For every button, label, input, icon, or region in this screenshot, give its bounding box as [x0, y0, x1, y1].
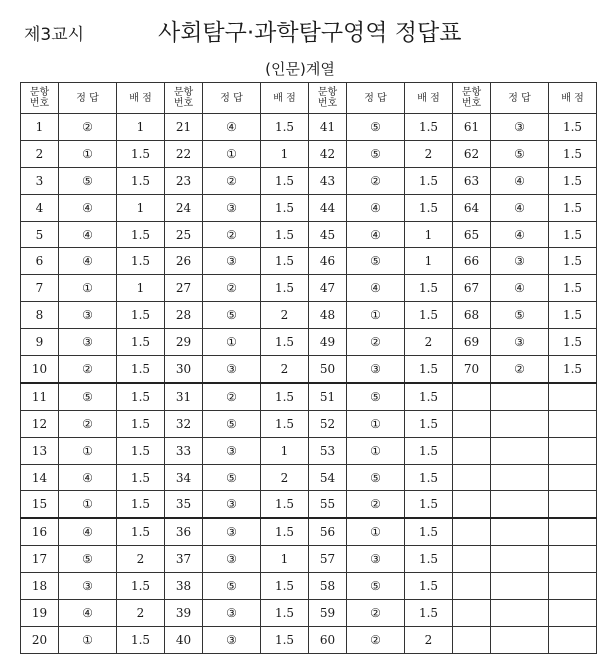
- points-cell: 1.5: [405, 518, 453, 545]
- points-cell: 1.5: [261, 248, 309, 275]
- column-header-points: 배 점: [261, 83, 309, 114]
- question-number: [453, 464, 491, 491]
- column-header-number-line1: 문항: [173, 87, 194, 98]
- points-cell: 1.5: [549, 356, 597, 383]
- table-row: [21, 518, 597, 545]
- points-cell: 1.5: [549, 140, 597, 167]
- table-row: [21, 573, 597, 600]
- answer-cell: ④: [59, 518, 117, 545]
- question-number: 46: [309, 248, 347, 275]
- question-number: 31: [165, 383, 203, 410]
- answer-cell: ④: [59, 194, 117, 221]
- answer-cell: ②: [203, 383, 261, 410]
- answer-cell: ③: [491, 329, 549, 356]
- question-number: 7: [21, 275, 59, 302]
- points-cell: 1.5: [261, 114, 309, 141]
- answer-cell: ③: [203, 626, 261, 653]
- question-number: 10: [21, 356, 59, 383]
- answer-cell: ②: [203, 275, 261, 302]
- question-number: 65: [453, 221, 491, 248]
- column-header-answer: 정 답: [347, 83, 405, 114]
- question-number: 36: [165, 518, 203, 545]
- points-cell: 1.5: [549, 167, 597, 194]
- answer-cell: ⑤: [203, 302, 261, 329]
- question-number: 49: [309, 329, 347, 356]
- table-row: [21, 167, 597, 194]
- question-number: 13: [21, 437, 59, 464]
- answer-cell: ③: [59, 302, 117, 329]
- points-cell: 1.5: [117, 221, 165, 248]
- column-header-answer: 정 답: [491, 83, 549, 114]
- column-header-answer: 정 답: [59, 83, 117, 114]
- answer-cell: ③: [203, 491, 261, 518]
- question-number: [453, 491, 491, 518]
- points-cell: 1.5: [117, 248, 165, 275]
- question-number: 55: [309, 491, 347, 518]
- table-row: [21, 140, 597, 167]
- points-cell: [549, 491, 597, 518]
- table-body: [21, 114, 597, 654]
- question-number: 44: [309, 194, 347, 221]
- answer-cell: ④: [59, 248, 117, 275]
- answer-cell: ④: [491, 275, 549, 302]
- table-row: [21, 194, 597, 221]
- points-cell: 1.5: [117, 464, 165, 491]
- column-header-number-line2: 번호: [317, 98, 338, 109]
- answer-cell: ④: [203, 114, 261, 141]
- question-number: 68: [453, 302, 491, 329]
- answer-cell: ①: [59, 275, 117, 302]
- question-number: 70: [453, 356, 491, 383]
- answer-cell: [491, 600, 549, 627]
- table-row: [21, 329, 597, 356]
- points-cell: [549, 546, 597, 573]
- points-cell: [549, 410, 597, 437]
- answer-cell: ①: [347, 437, 405, 464]
- question-number: 14: [21, 464, 59, 491]
- column-header-answer: 정 답: [203, 83, 261, 114]
- points-cell: 1: [261, 140, 309, 167]
- table-row: [21, 600, 597, 627]
- question-number: 3: [21, 167, 59, 194]
- question-number: [453, 626, 491, 653]
- answer-cell: ②: [347, 167, 405, 194]
- question-number: 59: [309, 600, 347, 627]
- question-number: [453, 410, 491, 437]
- answer-cell: ③: [347, 546, 405, 573]
- points-cell: 2: [117, 546, 165, 573]
- table-row: [21, 546, 597, 573]
- points-cell: 1.5: [117, 356, 165, 383]
- points-cell: [549, 383, 597, 410]
- answer-cell: ⑤: [59, 383, 117, 410]
- points-cell: [549, 464, 597, 491]
- column-header-points: 배 점: [405, 83, 453, 114]
- question-number: 16: [21, 518, 59, 545]
- answer-cell: ③: [347, 356, 405, 383]
- answer-cell: ⑤: [347, 140, 405, 167]
- points-cell: 1.5: [261, 491, 309, 518]
- answer-cell: ②: [491, 356, 549, 383]
- question-number: 11: [21, 383, 59, 410]
- answer-cell: ③: [491, 114, 549, 141]
- points-cell: 1.5: [117, 383, 165, 410]
- question-number: 12: [21, 410, 59, 437]
- question-number: 61: [453, 114, 491, 141]
- question-number: 40: [165, 626, 203, 653]
- points-cell: 1: [117, 194, 165, 221]
- points-cell: 1.5: [117, 518, 165, 545]
- column-header-points: 배 점: [117, 83, 165, 114]
- table-row: [21, 491, 597, 518]
- points-cell: 1.5: [405, 410, 453, 437]
- question-number: 39: [165, 600, 203, 627]
- column-header-number: [21, 83, 59, 114]
- points-cell: 1.5: [261, 221, 309, 248]
- question-number: 24: [165, 194, 203, 221]
- table-row: [21, 437, 597, 464]
- table-row: [21, 464, 597, 491]
- points-cell: 1.5: [117, 140, 165, 167]
- question-number: 57: [309, 546, 347, 573]
- question-number: 22: [165, 140, 203, 167]
- points-cell: 1.5: [117, 302, 165, 329]
- question-number: 60: [309, 626, 347, 653]
- points-cell: 1.5: [405, 464, 453, 491]
- points-cell: 1.5: [261, 410, 309, 437]
- column-header-number: [453, 83, 491, 114]
- column-header-number: [309, 83, 347, 114]
- question-number: 34: [165, 464, 203, 491]
- answer-cell: ②: [347, 491, 405, 518]
- answer-cell: ②: [347, 329, 405, 356]
- points-cell: 1.5: [117, 573, 165, 600]
- points-cell: 2: [261, 302, 309, 329]
- column-header-number-line1: 문항: [317, 87, 338, 98]
- points-cell: 1.5: [549, 302, 597, 329]
- points-cell: 1.5: [405, 573, 453, 600]
- answer-cell: ②: [347, 600, 405, 627]
- answer-cell: ②: [347, 626, 405, 653]
- question-number: 32: [165, 410, 203, 437]
- question-number: 45: [309, 221, 347, 248]
- points-cell: 1.5: [261, 573, 309, 600]
- answer-cell: ③: [203, 356, 261, 383]
- answer-cell: ⑤: [59, 167, 117, 194]
- column-header-points: 배 점: [549, 83, 597, 114]
- answer-cell: ②: [59, 114, 117, 141]
- question-number: 27: [165, 275, 203, 302]
- points-cell: 1.5: [549, 248, 597, 275]
- answer-cell: ①: [347, 518, 405, 545]
- question-number: 23: [165, 167, 203, 194]
- answer-cell: ④: [347, 221, 405, 248]
- points-cell: 2: [117, 600, 165, 627]
- points-cell: 1.5: [549, 275, 597, 302]
- question-number: 41: [309, 114, 347, 141]
- points-cell: 1.5: [261, 275, 309, 302]
- question-number: [453, 383, 491, 410]
- points-cell: 1.5: [261, 194, 309, 221]
- points-cell: 1.5: [405, 167, 453, 194]
- answer-cell: ⑤: [203, 410, 261, 437]
- answer-cell: ⑤: [203, 573, 261, 600]
- question-number: 6: [21, 248, 59, 275]
- points-cell: 1.5: [117, 437, 165, 464]
- question-number: 19: [21, 600, 59, 627]
- question-number: 38: [165, 573, 203, 600]
- answer-table: [20, 82, 597, 654]
- question-number: 5: [21, 221, 59, 248]
- question-number: 63: [453, 167, 491, 194]
- question-number: [453, 600, 491, 627]
- answer-cell: ③: [203, 194, 261, 221]
- answer-cell: ①: [203, 140, 261, 167]
- points-cell: 1.5: [405, 194, 453, 221]
- answer-cell: ④: [347, 194, 405, 221]
- question-number: 51: [309, 383, 347, 410]
- points-cell: 1: [261, 546, 309, 573]
- table-row: [21, 275, 597, 302]
- question-number: 35: [165, 491, 203, 518]
- question-number: 18: [21, 573, 59, 600]
- answer-cell: ⑤: [347, 464, 405, 491]
- points-cell: [549, 437, 597, 464]
- points-cell: [549, 600, 597, 627]
- points-cell: 1.5: [261, 626, 309, 653]
- points-cell: 1.5: [405, 600, 453, 627]
- points-cell: 1.5: [549, 221, 597, 248]
- table-row: [21, 221, 597, 248]
- points-cell: 1: [117, 275, 165, 302]
- answer-cell: ⑤: [347, 383, 405, 410]
- question-number: [453, 437, 491, 464]
- answer-cell: [491, 546, 549, 573]
- question-number: 69: [453, 329, 491, 356]
- question-number: 25: [165, 221, 203, 248]
- points-cell: 1.5: [117, 167, 165, 194]
- answer-cell: ②: [59, 356, 117, 383]
- page-title: 사회탐구·과학탐구영역 정답표: [158, 20, 462, 46]
- question-number: 30: [165, 356, 203, 383]
- answer-cell: ③: [203, 518, 261, 545]
- question-number: 2: [21, 140, 59, 167]
- points-cell: 1.5: [117, 626, 165, 653]
- question-number: 48: [309, 302, 347, 329]
- answer-cell: ②: [203, 167, 261, 194]
- column-header-number-line1: 문항: [29, 87, 50, 98]
- question-number: 52: [309, 410, 347, 437]
- period-label: 제3교시: [24, 25, 85, 45]
- column-header-number-line1: 문항: [461, 87, 482, 98]
- answer-cell: ④: [491, 221, 549, 248]
- column-header-number-line2: 번호: [173, 98, 194, 109]
- question-number: 1: [21, 114, 59, 141]
- question-number: 47: [309, 275, 347, 302]
- answer-cell: ①: [59, 437, 117, 464]
- question-number: 66: [453, 248, 491, 275]
- answer-cell: [491, 518, 549, 545]
- answer-cell: ⑤: [347, 573, 405, 600]
- answer-cell: ④: [491, 194, 549, 221]
- points-cell: 1: [405, 248, 453, 275]
- points-cell: [549, 573, 597, 600]
- points-cell: 2: [405, 626, 453, 653]
- question-number: 50: [309, 356, 347, 383]
- question-number: 37: [165, 546, 203, 573]
- table-row: [21, 248, 597, 275]
- answer-cell: ⑤: [203, 464, 261, 491]
- points-cell: 2: [405, 140, 453, 167]
- question-number: 62: [453, 140, 491, 167]
- answer-cell: ①: [59, 140, 117, 167]
- answer-cell: ①: [59, 626, 117, 653]
- answer-cell: ④: [59, 464, 117, 491]
- points-cell: 2: [405, 329, 453, 356]
- answer-cell: ①: [59, 491, 117, 518]
- points-cell: 1.5: [405, 437, 453, 464]
- question-number: [453, 573, 491, 600]
- answer-cell: ⑤: [347, 114, 405, 141]
- points-cell: 1.5: [405, 356, 453, 383]
- points-cell: 1.5: [549, 114, 597, 141]
- question-number: [453, 546, 491, 573]
- points-cell: 2: [261, 356, 309, 383]
- points-cell: 1.5: [261, 167, 309, 194]
- points-cell: 1.5: [549, 194, 597, 221]
- points-cell: 1.5: [261, 383, 309, 410]
- points-cell: 1: [405, 221, 453, 248]
- points-cell: 1.5: [261, 329, 309, 356]
- answer-cell: ④: [347, 275, 405, 302]
- answer-cell: [491, 464, 549, 491]
- points-cell: 1.5: [549, 329, 597, 356]
- question-number: 58: [309, 573, 347, 600]
- points-cell: 1: [117, 114, 165, 141]
- answer-cell: ④: [491, 167, 549, 194]
- question-number: 15: [21, 491, 59, 518]
- answer-cell: ⑤: [59, 546, 117, 573]
- answer-cell: [491, 410, 549, 437]
- table-row: [21, 410, 597, 437]
- answer-cell: ①: [347, 302, 405, 329]
- question-number: 8: [21, 302, 59, 329]
- points-cell: 2: [261, 464, 309, 491]
- answer-cell: [491, 573, 549, 600]
- table-header-row: [21, 83, 597, 114]
- points-cell: [549, 626, 597, 653]
- points-cell: 1.5: [405, 546, 453, 573]
- table-row: [21, 626, 597, 653]
- answer-cell: ③: [59, 573, 117, 600]
- points-cell: 1.5: [405, 275, 453, 302]
- points-cell: 1.5: [117, 329, 165, 356]
- answer-cell: ④: [59, 221, 117, 248]
- question-number: 28: [165, 302, 203, 329]
- answer-cell: [491, 437, 549, 464]
- question-number: 4: [21, 194, 59, 221]
- question-number: 26: [165, 248, 203, 275]
- points-cell: 1.5: [405, 114, 453, 141]
- question-number: 42: [309, 140, 347, 167]
- question-number: 53: [309, 437, 347, 464]
- answer-cell: ①: [347, 410, 405, 437]
- column-header-number-line2: 번호: [461, 98, 482, 109]
- answer-cell: [491, 626, 549, 653]
- points-cell: [549, 518, 597, 545]
- answer-cell: ②: [59, 410, 117, 437]
- question-number: 9: [21, 329, 59, 356]
- question-number: 21: [165, 114, 203, 141]
- column-header-number: [165, 83, 203, 114]
- points-cell: 1.5: [405, 383, 453, 410]
- answer-cell: ⑤: [347, 248, 405, 275]
- points-cell: 1.5: [261, 600, 309, 627]
- question-number: 17: [21, 546, 59, 573]
- answer-cell: ③: [59, 329, 117, 356]
- answer-cell: ③: [203, 437, 261, 464]
- table-row: [21, 383, 597, 410]
- question-number: 29: [165, 329, 203, 356]
- answer-cell: ③: [203, 600, 261, 627]
- question-number: [453, 518, 491, 545]
- table-row: [21, 356, 597, 383]
- points-cell: 1: [261, 437, 309, 464]
- answer-cell: ⑤: [491, 140, 549, 167]
- question-number: 20: [21, 626, 59, 653]
- question-number: 54: [309, 464, 347, 491]
- answer-cell: ③: [203, 248, 261, 275]
- table-row: [21, 302, 597, 329]
- question-number: 56: [309, 518, 347, 545]
- points-cell: 1.5: [405, 491, 453, 518]
- answer-cell: ④: [59, 600, 117, 627]
- answer-cell: ③: [491, 248, 549, 275]
- answer-cell: ①: [203, 329, 261, 356]
- track-subtitle: (인문)계열: [265, 60, 335, 78]
- points-cell: 1.5: [117, 410, 165, 437]
- answer-cell: ③: [203, 546, 261, 573]
- table-row: [21, 114, 597, 141]
- question-number: 64: [453, 194, 491, 221]
- answer-cell: ⑤: [491, 302, 549, 329]
- question-number: 33: [165, 437, 203, 464]
- answer-cell: [491, 383, 549, 410]
- points-cell: 1.5: [405, 302, 453, 329]
- question-number: 43: [309, 167, 347, 194]
- question-number: 67: [453, 275, 491, 302]
- points-cell: 1.5: [117, 491, 165, 518]
- answer-cell: [491, 491, 549, 518]
- answer-cell: ②: [203, 221, 261, 248]
- points-cell: 1.5: [261, 518, 309, 545]
- column-header-number-line2: 번호: [29, 98, 50, 109]
